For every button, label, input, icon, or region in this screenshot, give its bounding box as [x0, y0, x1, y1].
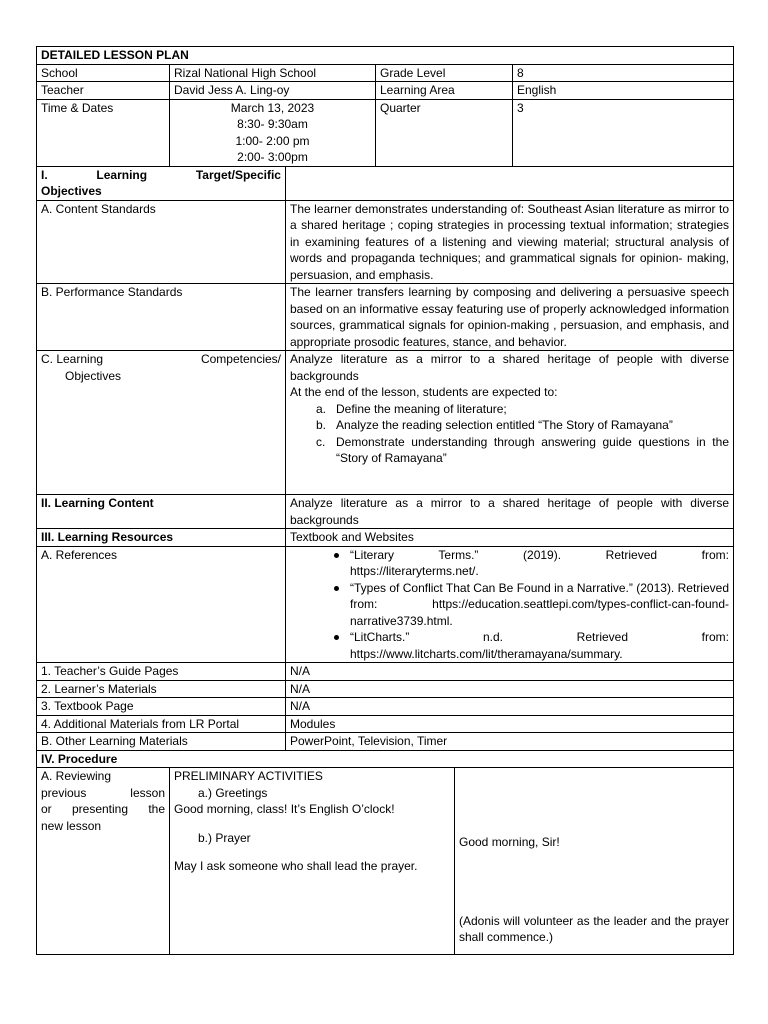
prayer-response: (Adonis will volunteer as the leader and the prayer shall commence.) [459, 913, 729, 944]
lesson-plan-table [36, 46, 734, 768]
greeting-response: Good morning, Sir! [459, 835, 560, 849]
reference-item: “Types of Conflict That Can Be Found in a Narrative.” (2013). Retrieved from: https://education.seattlepi.com/types-conflict-can-found-narrative3739.html. [328, 580, 729, 630]
references-content [286, 546, 734, 663]
quarter-value: 3 [513, 99, 734, 166]
reference-item: “LitCharts.” n.d. Retrieved from: https://www.litcharts.com/lit/theramayana/summary. [328, 629, 729, 662]
learning-content-row [37, 495, 734, 529]
competencies-row [37, 351, 734, 495]
learning-content-label: II. Learning Content [37, 495, 286, 529]
time-slot: 8:30- 9:30am [237, 117, 308, 131]
procedure-step-row [37, 768, 734, 955]
competencies-label-part: C. Learning [41, 352, 104, 366]
time-values [170, 99, 376, 166]
list-item: a. Define the meaning of literature; [316, 401, 507, 416]
content-standards-label: A. Content Standards [37, 200, 286, 284]
resource-value: Modules [286, 715, 734, 733]
performance-standards-text: The learner transfers learning by composing and delivering a persuasive speech based on an informative essay featuring use of properly acknowledged information sources, grammatical signals for opinion-making , persuasion, and emphasis, and appropriate prosodic features, stance, and behavior. [286, 284, 734, 351]
competencies-content [286, 351, 734, 495]
learning-resources-row [37, 529, 734, 547]
grade-value: 8 [513, 64, 734, 82]
objectives-heading-row [37, 166, 734, 200]
performance-standards-label: B. Performance Standards [37, 284, 286, 351]
competencies-text: Analyze literature as a mirror to a shared heritage of people with diverse backgrounds [290, 352, 729, 383]
resource-label: 2. Learner’s Materials [37, 680, 286, 698]
lesson-plan-page [36, 46, 733, 955]
competencies-label-part: Competencies/ [200, 352, 281, 366]
content-standards-row [37, 200, 734, 284]
time-label: Time & Dates [37, 99, 170, 166]
resource-label: 1. Teacher’s Guide Pages [37, 663, 286, 681]
step-label-part: previous lesson [41, 785, 165, 800]
resource-label: 4. Additional Materials from LR Portal [37, 715, 286, 733]
resource-value: PowerPoint, Television, Timer [286, 733, 734, 751]
learning-resources-label: III. Learning Resources [37, 529, 286, 547]
info-row-time [37, 99, 734, 166]
greetings-text: Good morning, class! It’s English O’clock! [174, 802, 395, 816]
resource-row [37, 715, 734, 733]
heading-number: I. [41, 167, 48, 182]
step-label-part: or presenting the [41, 802, 165, 816]
resource-label: 3. Textbook Page [37, 698, 286, 716]
heading-word: Learning [96, 167, 148, 182]
title-row [37, 47, 734, 65]
grade-label: Grade Level [376, 64, 513, 82]
procedure-heading: IV. Procedure [37, 750, 734, 768]
teacher-value: David Jess A. Ling-oy [170, 82, 376, 100]
heading-word: Target/Specific [195, 167, 281, 182]
time-slot: 1:00- 2:00 pm [235, 133, 310, 148]
resource-row [37, 663, 734, 681]
preliminary-heading: PRELIMINARY ACTIVITIES [174, 769, 323, 783]
teacher-activity [170, 768, 455, 955]
learning-content-text: Analyze literature as a mirror to a shared heritage of people with diverse backgrounds [286, 495, 734, 529]
procedure-table [36, 768, 734, 955]
resource-label: B. Other Learning Materials [37, 733, 286, 751]
document-title: DETAILED LESSON PLAN [37, 47, 734, 65]
competencies-label-part: Objectives [65, 368, 122, 383]
prayer-text: May I ask someone who shall lead the prayer. [174, 859, 418, 873]
heading-word: Objectives [41, 184, 102, 198]
info-row-school [37, 64, 734, 82]
resource-value: N/A [286, 698, 734, 716]
resource-row [37, 698, 734, 716]
procedure-heading-row [37, 750, 734, 768]
competencies-label [37, 351, 286, 495]
objectives-list [290, 401, 729, 467]
area-label: Learning Area [376, 82, 513, 100]
step-label-part: A. Reviewing [41, 769, 112, 783]
step-label-part: new lesson [41, 818, 102, 833]
procedure-step-label [37, 768, 170, 955]
teacher-label: Teacher [37, 82, 170, 100]
resource-value: N/A [286, 680, 734, 698]
school-label: School [37, 64, 170, 82]
area-value: English [513, 82, 734, 100]
time-slot: 2:00- 3:00pm [237, 150, 308, 164]
content-standards-text: The learner demonstrates understanding of: Southeast Asian literature as mirror to a shared heritage ; coping strategies in processing textual information; strategies in examining features of a listening and viewing material; structural analysis of words and propaganda techniques; and grammatical signals for opinion- making, persuasion, and emphasis. [286, 200, 734, 284]
date-value: March 13, 2023 [230, 100, 315, 115]
student-activity [455, 768, 734, 955]
references-row [37, 546, 734, 663]
objectives-heading [37, 166, 286, 200]
prayer-label: b.) Prayer [198, 830, 251, 845]
resource-row [37, 680, 734, 698]
references-list [290, 547, 729, 663]
resource-value: N/A [286, 663, 734, 681]
resource-row [37, 733, 734, 751]
school-value: Rizal National High School [170, 64, 376, 82]
info-row-teacher [37, 82, 734, 100]
objectives-intro: At the end of the lesson, students are expected to: [290, 385, 558, 399]
learning-resources-text: Textbook and Websites [286, 529, 734, 547]
list-item: b. Analyze the reading selection entitled “The Story of Ramayana” [316, 418, 673, 432]
list-item: c. Demonstrate understanding through answering guide questions in the “Story of Ramayana” [316, 434, 729, 465]
performance-standards-row [37, 284, 734, 351]
greetings-label: a.) Greetings [198, 785, 268, 800]
objectives-heading-blank [286, 166, 734, 200]
references-label: A. References [37, 546, 286, 663]
quarter-label: Quarter [376, 99, 513, 166]
reference-item: “Literary Terms.” (2019). Retrieved from: https://literaryterms.net/. [328, 547, 729, 580]
